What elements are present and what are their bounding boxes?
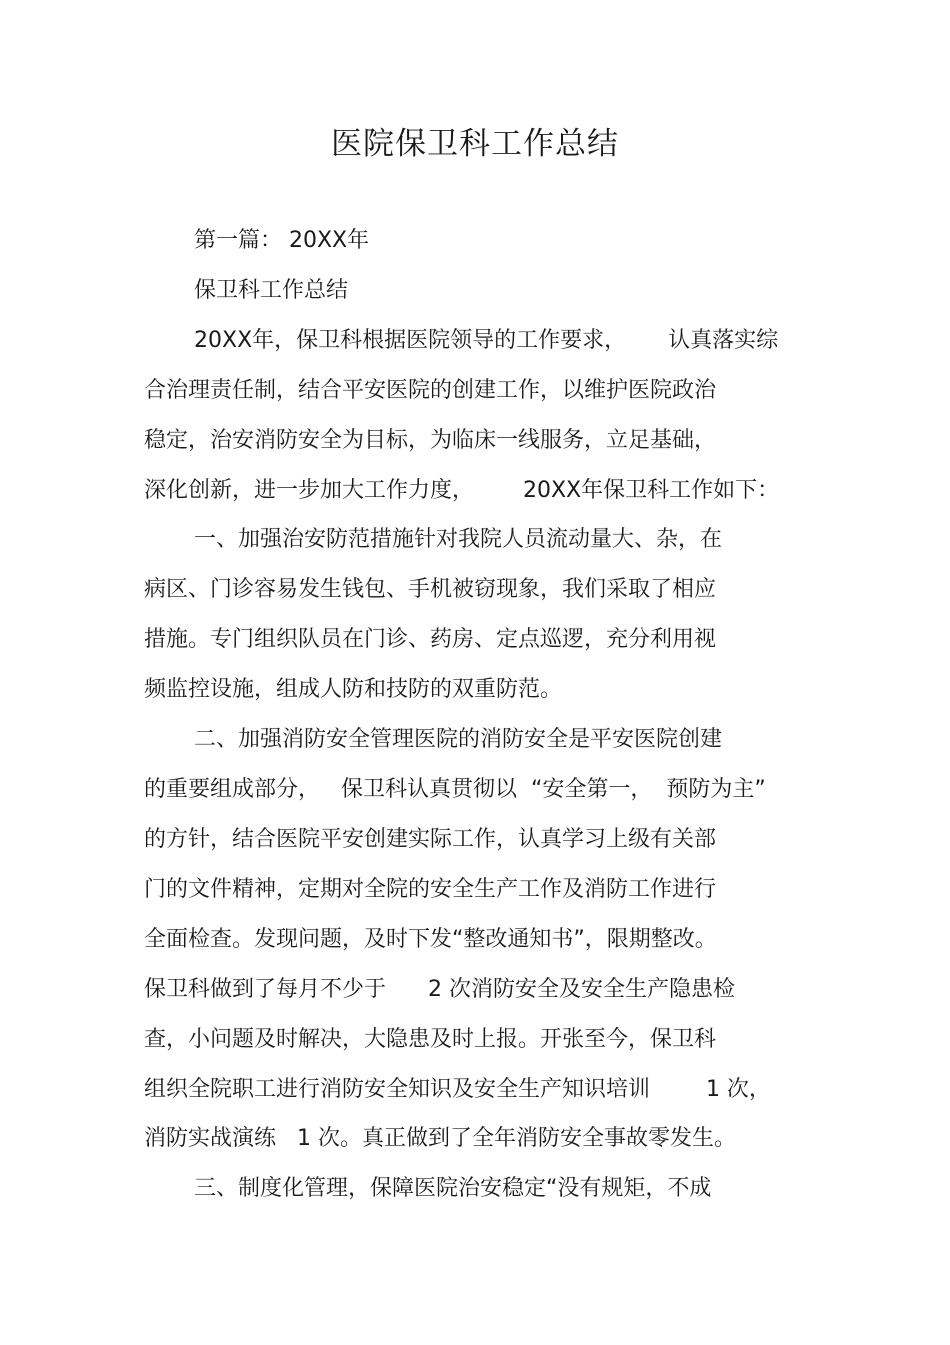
paragraph-line: 一、加强治安防范措施针对我院人员流动量大、杂，在 bbox=[194, 527, 723, 552]
paragraph-line: 三、制度化管理，保障医院治安稳定“没有规矩，不成 bbox=[194, 1176, 712, 1201]
paragraph-line: 组织全院职工进行消防安全知识及安全生产知识培训 1 次， bbox=[144, 1077, 771, 1102]
paragraph-line: 稳定，治安消防安全为目标，为临床一线服务，立足基础， bbox=[144, 428, 717, 453]
paragraph-line: 频监控设施，组成人防和技防的双重防范。 bbox=[144, 677, 563, 702]
paragraph-line: 二、加强消防安全管理医院的消防安全是平安医院创建 bbox=[194, 727, 723, 752]
paragraph-line: 保卫科做到了每月不少于 2 次消防安全及安全生产隐患检 bbox=[144, 977, 735, 1002]
document-title: 医院保卫科工作总结 bbox=[331, 126, 619, 162]
paragraph-line: 病区、门诊容易发生钱包、手机被窃现象，我们采取了相应 bbox=[144, 577, 717, 602]
paragraph-line: 消防实战演练 1 次。真正做到了全年消防安全事故零发生。 bbox=[144, 1126, 736, 1151]
paragraph-line: 的方针，结合医院平安创建实际工作，认真学习上级有关部 bbox=[144, 827, 717, 852]
section-heading: 第一篇： 20XX年 bbox=[194, 228, 370, 253]
paragraph-line: 20XX年，保卫科根据医院领导的工作要求， 认真落实综 bbox=[194, 328, 779, 353]
paragraph-line: 查，小问题及时解决，大隐患及时上报。开张至今，保卫科 bbox=[144, 1027, 717, 1052]
section-subheading: 保卫科工作总结 bbox=[194, 278, 349, 303]
paragraph-line: 的重要组成部分， 保卫科认真贯彻以 “安全第一， 预防为主” bbox=[144, 777, 766, 802]
paragraph-line: 合治理责任制，结合平安医院的创建工作，以维护医院政治 bbox=[144, 378, 717, 403]
paragraph-line: 门的文件精神，定期对全院的安全生产工作及消防工作进行 bbox=[144, 877, 717, 902]
paragraph-line: 全面检查。发现问题，及时下发“整改通知书”，限期整改。 bbox=[144, 927, 717, 952]
paragraph-line: 深化创新，进一步加大工作力度， 20XX年保卫科工作如下： bbox=[144, 478, 780, 503]
paragraph-line: 措施。专门组织队员在门诊、药房、定点巡逻，充分利用视 bbox=[144, 627, 717, 652]
